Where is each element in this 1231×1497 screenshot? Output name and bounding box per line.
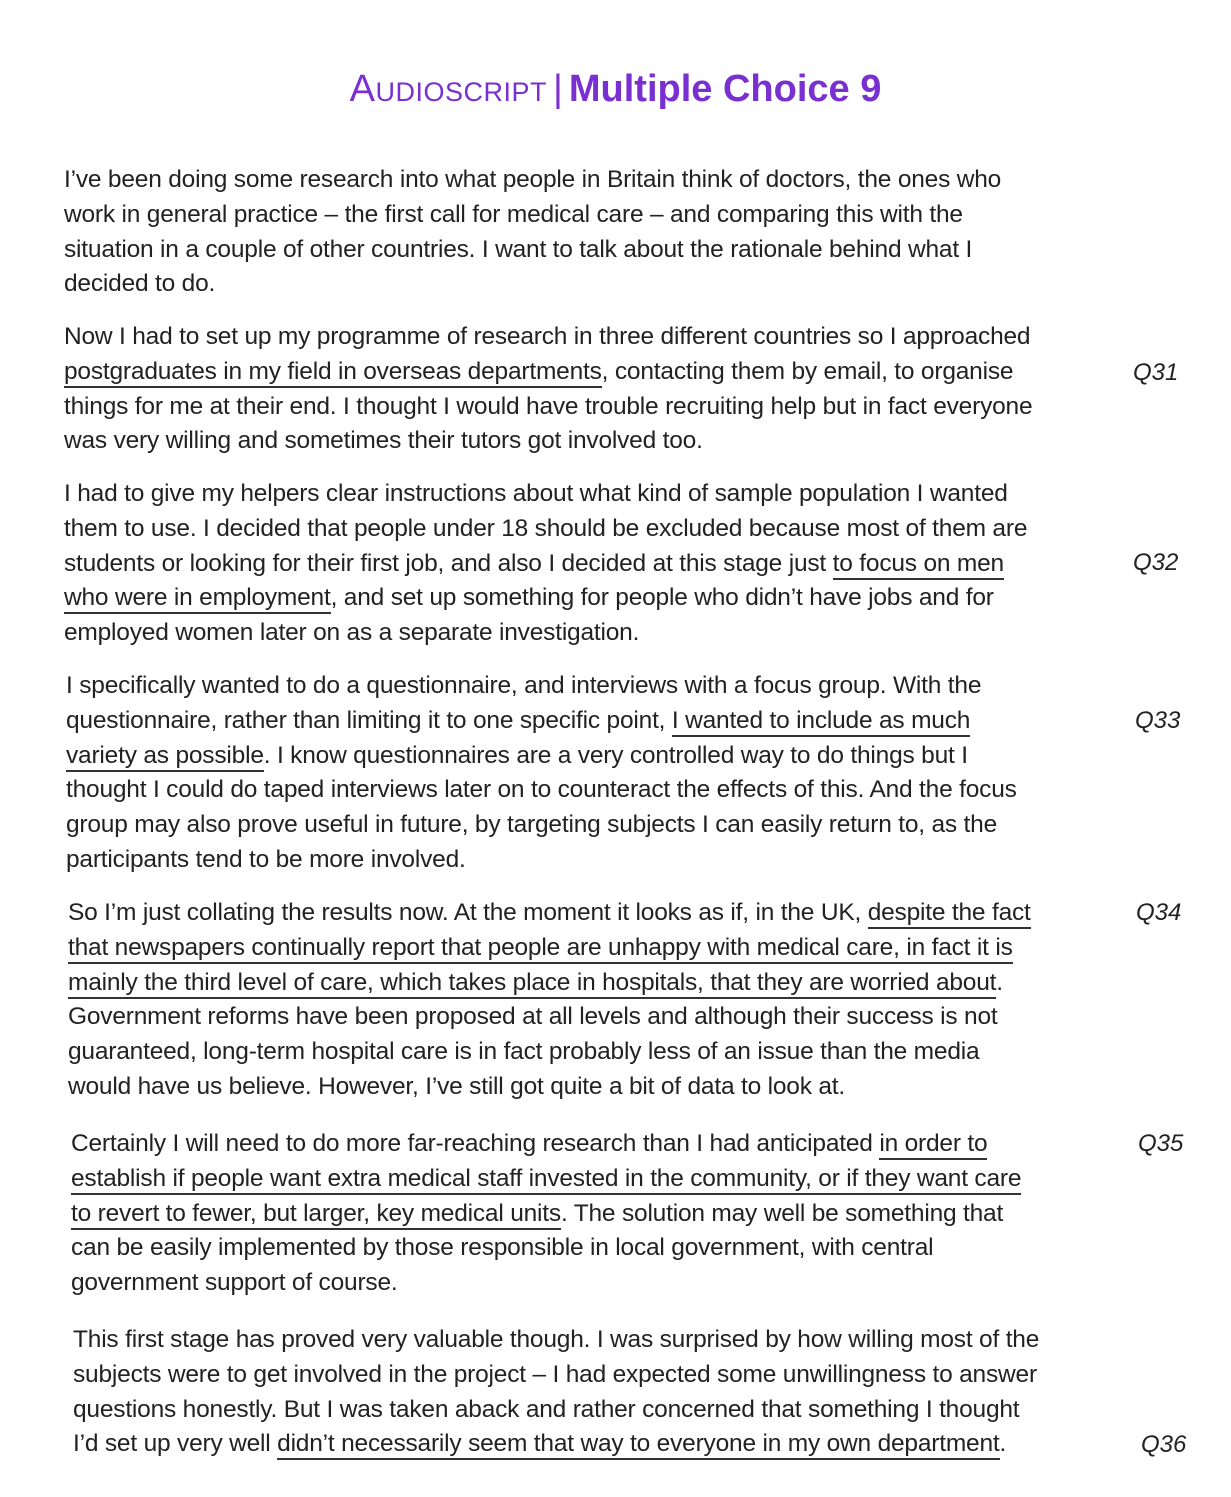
- text-segment: , contacting them by email, to organise: [601, 357, 1014, 385]
- answer-underline: in order to: [879, 1130, 987, 1160]
- page-title: [0, 66, 1231, 112]
- text-line: [64, 355, 1032, 390]
- question-label-q33: Q33: [1135, 707, 1181, 734]
- title-separator: |: [553, 68, 563, 110]
- text-line: [71, 1197, 1021, 1232]
- text-line: employed women later on as a separate investigation.: [64, 619, 640, 647]
- text-line: things for me at their end. I thought I would have trouble recruiting help but in fact everyone: [64, 392, 1033, 420]
- answer-underline: mainly the third level of care, which takes place in hospitals, that they are worried about: [68, 969, 996, 999]
- answer-underline: didn’t necessarily seem that way to everyone in my own department: [277, 1430, 999, 1460]
- paragraph-q34: [68, 896, 1031, 1105]
- text-segment: . I know questionnaires are a very controlled way to do things but I: [263, 741, 968, 769]
- text-line: [71, 1127, 1021, 1162]
- text-line: group may also prove useful in future, by targeting subjects I can easily return to, as the: [66, 811, 998, 839]
- text-segment: Certainly I will need to do more far-reaching research than I had anticipated: [71, 1130, 880, 1157]
- question-label-q31: Q31: [1133, 359, 1179, 386]
- paragraph-q32: [64, 477, 1027, 651]
- text-line: [68, 931, 1031, 966]
- text-segment: . The solution may well be something that: [560, 1199, 1004, 1227]
- text-line: situation in a couple of other countries. I want to talk about the rationale behind what I: [64, 235, 973, 263]
- answer-underline: postgraduates in my field in overseas departments: [64, 358, 602, 388]
- text-line: government support of course.: [71, 1269, 398, 1297]
- text-segment: .: [996, 968, 1003, 996]
- text-line: I’ve been doing some research into what people in Britain think of doctors, the ones who: [64, 166, 1002, 193]
- answer-underline: variety as possible: [66, 742, 264, 772]
- text-line: This first stage has proved very valuable though. I was surprised by how willing most of the: [73, 1326, 1040, 1353]
- text-line: [64, 581, 1027, 616]
- text-line: [73, 1427, 1039, 1462]
- text-line: subjects were to get involved in the project – I had expected some unwillingness to answer: [73, 1360, 1037, 1388]
- text-line: them to use. I decided that people under 18 should be excluded because most of them are: [64, 514, 1028, 542]
- text-line: decided to do.: [64, 270, 216, 298]
- paragraph-intro: [64, 163, 1001, 302]
- text-line: was very willing and sometimes their tutors got involved too.: [64, 427, 703, 455]
- text-segment: students or looking for their first job, and also I decided at this stage just: [64, 549, 833, 577]
- text-segment: I’d set up very well: [73, 1430, 278, 1458]
- answer-underline: that newspapers continually report that people are unhappy with medical care, in fact it is: [68, 934, 1013, 964]
- question-label-q32: Q32: [1133, 549, 1179, 576]
- text-line: Now I had to set up my programme of research in three different countries so I approached: [64, 323, 1031, 350]
- paragraph-q36: [73, 1323, 1039, 1462]
- answer-underline: I wanted to include as much: [672, 707, 970, 737]
- question-label-q36: Q36: [1141, 1431, 1187, 1458]
- text-line: [71, 1162, 1021, 1197]
- text-segment: questionnaire, rather than limiting it to one specific point,: [66, 706, 672, 734]
- text-line: I specifically wanted to do a questionnaire, and interviews with a focus group. With the: [66, 672, 982, 699]
- text-line: [64, 547, 1027, 582]
- text-line: questions honestly. But I was taken aback and rather concerned that something I thought: [73, 1395, 1020, 1423]
- question-label-q34: Q34: [1136, 899, 1182, 926]
- paragraph-q35: [71, 1127, 1021, 1301]
- text-line: thought I could do taped interviews later on to counteract the effects of this. And the focus: [66, 776, 1017, 804]
- text-line: can be easily implemented by those responsible in local government, with central: [71, 1234, 934, 1262]
- text-line: work in general practice – the first call for medical care – and comparing this with the: [64, 200, 963, 228]
- answer-underline: establish if people want extra medical staff invested in the community, or if they want care: [71, 1165, 1021, 1195]
- title-prefix: Audioscript: [349, 68, 547, 110]
- text-segment: , and set up something for people who didn’t have jobs and for: [330, 584, 994, 612]
- text-line: [66, 704, 1017, 739]
- text-line: would have us believe. However, I’ve still got quite a bit of data to look at.: [68, 1072, 846, 1100]
- answer-underline: who were in employment: [64, 584, 331, 614]
- paragraph-q33: [66, 669, 1017, 878]
- text-segment: .: [999, 1430, 1007, 1458]
- title-main: Multiple Choice 9: [568, 68, 882, 110]
- text-line: [68, 966, 1031, 1001]
- text-line: participants tend to be more involved.: [66, 845, 466, 873]
- question-label-q35: Q35: [1138, 1130, 1184, 1157]
- text-line: Government reforms have been proposed at all levels and although their success is not: [68, 1003, 998, 1031]
- answer-underline: to revert to fewer, but larger, key medical units: [71, 1200, 561, 1230]
- answer-underline: despite the fact: [868, 899, 1031, 929]
- text-line: I had to give my helpers clear instructions about what kind of sample population I wanted: [64, 480, 1008, 507]
- answer-underline: to focus on men: [833, 550, 1004, 580]
- paragraph-q31: [64, 320, 1032, 459]
- text-line: [66, 739, 1017, 774]
- text-segment: So I’m just collating the results now. At the moment it looks as if, in the UK,: [68, 899, 868, 926]
- text-line: guaranteed, long-term hospital care is in fact probably less of an issue than the media: [68, 1038, 980, 1066]
- text-line: [68, 896, 1031, 931]
